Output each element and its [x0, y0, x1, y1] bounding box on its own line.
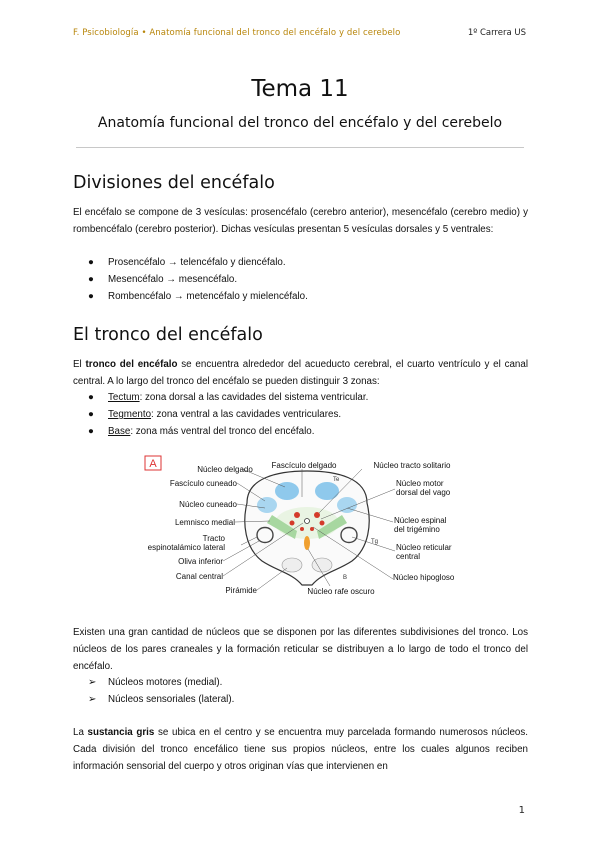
label-nucleo-hipogloso: Núcleo hipogloso	[393, 573, 455, 582]
label-piramide: Pirámide	[225, 586, 257, 595]
bullet-list-vesiculas	[88, 254, 308, 305]
label-nucleo-motor: Núcleo motor	[396, 479, 444, 488]
bullet-icon: ●	[88, 274, 94, 285]
label-nucleo-tracto-solitario: Núcleo tracto solitario	[373, 461, 451, 470]
bullet-icon: ●	[88, 409, 94, 420]
bullet-icon: ●	[88, 257, 94, 268]
paragraph-sustancia-gris: La sustancia gris se ubica en el centro y se encuentra muy parcelada formando numerosos núcleos. Cada división del tronco encefálico tiene sus propios núcleos, entre los cuales algunos reciben información sensorial del cuerpo y otros originan vías que intervienen en	[73, 727, 528, 772]
arrowhead-icon: ➢	[88, 694, 97, 705]
label-nucleo-reticular: Núcleo reticular	[396, 543, 452, 552]
label-fasciculo-cuneado: Fascículo cuneado	[169, 479, 237, 488]
page-subtitle: Anatomía funcional del tronco del encéfalo y del cerebelo	[97, 115, 503, 131]
mark-tg: Tg	[371, 539, 379, 545]
medulla-cross-section-figure	[137, 453, 467, 603]
bullet-icon: ●	[88, 291, 94, 302]
list-item: ➢ Núcleos motores (medial).	[88, 674, 234, 691]
list-item: ● Mesencéfalo → mesencéfalo.	[88, 271, 308, 288]
list-item: ● Tegmento: zona ventral a las cavidades ventriculares.	[88, 406, 368, 423]
label-oliva-inferior: Oliva inferior	[178, 557, 223, 566]
label-espinotalamico: espinotalámico lateral	[147, 543, 225, 552]
paragraph-divisiones: El encéfalo se compone de 3 vesículas: prosencéfalo (cerebro anterior), mesencéfalo (cerebro medio) y rombencéfalo (cerebro posterior). Dichas vesículas presentan 5 vesículas dorsales y 5 ventrales:	[73, 207, 528, 235]
label-canal-central: Canal central	[175, 572, 223, 581]
panel-letter: A	[149, 458, 157, 470]
label-fasciculo-delgado: Fascículo delgado	[271, 461, 337, 470]
list-item: ● Tectum: zona dorsal a las cavidades del sistema ventricular.	[88, 389, 368, 406]
label-lemnisco-medial: Lemnisco medial	[174, 518, 235, 527]
bullet-icon: ●	[88, 392, 94, 403]
label-nucleo-rafe-oscuro: Núcleo rafe oscuro	[307, 587, 375, 596]
paragraph-tronco: El tronco del encéfalo se encuentra alrededor del acueducto cerebral, el cuarto ventrículo y el canal central. A lo largo del tronco del encéfalo se pueden distinguir 3 zonas:	[73, 359, 528, 387]
list-item: ➢ Núcleos sensoriales (lateral).	[88, 691, 234, 708]
bullet-icon: ●	[88, 426, 94, 437]
page-number: 1	[518, 805, 525, 816]
divider	[76, 147, 524, 148]
list-item: ● Base: zona más ventral del tronco del encéfalo.	[88, 423, 368, 440]
paragraph-nucleos: Existen una gran cantidad de núcleos que se disponen por las diferentes subdivisiones del tronco. Los núcleos de los pares craneales y la formación reticular se distribuyen a lo largo de todo el tronco del encéfalo.	[73, 627, 528, 672]
label-nucleo-espinal: Núcleo espinal	[394, 516, 447, 525]
cross-section-outline	[245, 471, 369, 585]
section-heading-divisiones: Divisiones del encéfalo	[73, 173, 275, 193]
page-title: Tema 11	[251, 76, 349, 102]
list-item: ● Prosencéfalo → telencéfalo y diencéfalo.	[88, 254, 308, 271]
label-nucleo-cuneado: Núcleo cuneado	[179, 500, 237, 509]
bullet-list-zonas	[88, 389, 368, 440]
label-tracto: Tracto	[202, 534, 225, 543]
running-header-right: 1º Carrera US	[467, 28, 526, 38]
label-nucleo-delgado: Núcleo delgado	[197, 465, 253, 474]
section-heading-tronco: El tronco del encéfalo	[73, 325, 263, 345]
list-item: ● Rombencéfalo → metencéfalo y mielencéfalo.	[88, 288, 308, 305]
arrow-list-nucleos	[88, 674, 234, 708]
label-dorsal-del-vago: dorsal del vago	[396, 488, 451, 497]
label-central: central	[396, 552, 421, 561]
mark-b: B	[343, 575, 348, 581]
label-del-trigemino: del trigémino	[394, 525, 440, 534]
running-header-left: F. Psicobiología • Anatomía funcional del tronco del encéfalo y del cerebelo	[73, 28, 401, 38]
mark-te: Te	[333, 477, 340, 483]
arrowhead-icon: ➢	[88, 677, 97, 688]
